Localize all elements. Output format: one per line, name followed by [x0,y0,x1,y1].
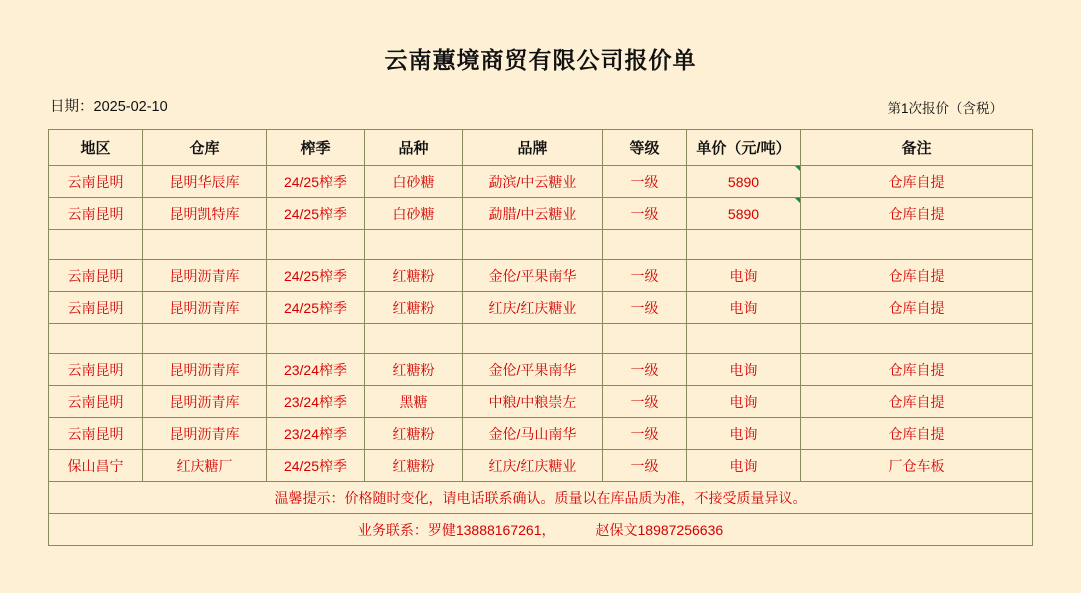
cell-price: 电询 [687,418,801,450]
cell-remark: 仓库自提 [801,292,1033,324]
cell-variety: 白砂糖 [365,198,463,230]
cell-brand: 中粮/中粮崇左 [463,386,603,418]
cell-grade: 一级 [603,450,687,482]
cell-warehouse: 昆明沥青库 [143,260,267,292]
cell-brand [463,230,603,260]
cell-variety: 白砂糖 [365,166,463,198]
quotation-table [48,129,1033,546]
notice-row [49,482,1033,514]
cell-grade: 一级 [603,166,687,198]
cell-grade: 一级 [603,418,687,450]
cell-variety: 红糖粉 [365,292,463,324]
column-header-warehouse: 仓库 [143,130,267,166]
cell-brand: 勐腊/中云糖业 [463,198,603,230]
table-row [49,386,1033,418]
cell-remark [801,324,1033,354]
column-header-season: 榨季 [267,130,365,166]
cell-region: 云南昆明 [49,354,143,386]
cell-brand: 金伦/马山南华 [463,418,603,450]
table-row [49,260,1033,292]
cell-price: 5890 [687,198,801,230]
column-header-variety: 品种 [365,130,463,166]
cell-warehouse: 昆明沥青库 [143,354,267,386]
cell-warehouse: 昆明沥青库 [143,292,267,324]
cell-price: 电询 [687,292,801,324]
cell-season: 23/24榨季 [267,418,365,450]
cell-warehouse: 昆明沥青库 [143,418,267,450]
table-row [49,166,1033,198]
table-row [49,198,1033,230]
cell-region: 云南昆明 [49,386,143,418]
table-body [49,166,1033,482]
cell-warehouse: 昆明华辰库 [143,166,267,198]
cell-season [267,324,365,354]
cell-region: 云南昆明 [49,292,143,324]
contact-cell [49,514,1033,546]
table-row [49,292,1033,324]
cell-region: 保山昌宁 [49,450,143,482]
meta-row [0,95,1081,117]
cell-price: 电询 [687,386,801,418]
cell-season: 23/24榨季 [267,386,365,418]
cell-remark: 仓库自提 [801,260,1033,292]
table-row-spacer [49,230,1033,260]
cell-remark: 仓库自提 [801,386,1033,418]
column-header-region: 地区 [49,130,143,166]
cell-region: 云南昆明 [49,198,143,230]
cell-brand: 红庆/红庆糖业 [463,450,603,482]
cell-grade: 一级 [603,292,687,324]
cell-variety: 红糖粉 [365,260,463,292]
cell-region: 云南昆明 [49,166,143,198]
cell-variety: 红糖粉 [365,450,463,482]
cell-remark: 仓库自提 [801,198,1033,230]
table-row-spacer [49,324,1033,354]
cell-grade [603,230,687,260]
cell-remark [801,230,1033,260]
cell-price: 电询 [687,354,801,386]
cell-remark: 仓库自提 [801,418,1033,450]
cell-season: 24/25榨季 [267,292,365,324]
column-header-grade: 等级 [603,130,687,166]
column-header-remark: 备注 [801,130,1033,166]
cell-price: 电询 [687,450,801,482]
cell-region [49,324,143,354]
cell-season: 24/25榨季 [267,166,365,198]
column-header-brand: 品牌 [463,130,603,166]
table-row [49,450,1033,482]
cell-warehouse [143,324,267,354]
cell-brand: 红庆/红庆糖业 [463,292,603,324]
cell-variety: 红糖粉 [365,418,463,450]
cell-variety [365,230,463,260]
cell-variety: 红糖粉 [365,354,463,386]
contact-label: 业务联系： [357,521,428,538]
table-header [49,130,1033,166]
date-label: 日期：2025-02-10 [50,99,168,115]
table-header-row [49,130,1033,166]
cell-warehouse: 昆明凯特库 [143,198,267,230]
contact-person-1: 罗健13888167261， [427,521,556,538]
cell-region: 云南昆明 [49,418,143,450]
cell-grade: 一级 [603,354,687,386]
contact-row [49,514,1033,546]
cell-brand: 勐滨/中云糖业 [463,166,603,198]
cell-season: 23/24榨季 [267,354,365,386]
cell-season: 24/25榨季 [267,198,365,230]
cell-grade [603,324,687,354]
table-row [49,418,1033,450]
cell-remark: 仓库自提 [801,166,1033,198]
cell-grade: 一级 [603,386,687,418]
cell-grade: 一级 [603,198,687,230]
cell-price: 5890 [687,166,801,198]
cell-remark: 仓库自提 [801,354,1033,386]
cell-price: 电询 [687,260,801,292]
contact-person-2: 赵保文18987256636 [595,521,724,538]
table-row [49,354,1033,386]
cell-brand [463,324,603,354]
cell-season: 24/25榨季 [267,260,365,292]
cell-brand: 金伦/平果南华 [463,354,603,386]
cell-grade: 一级 [603,260,687,292]
cell-brand: 金伦/平果南华 [463,260,603,292]
notice-text: 温馨提示：价格随时变化，请电话联系确认。质量以在库品质为准，不接受质量异议。 [49,482,1033,514]
cell-warehouse [143,230,267,260]
cell-region [49,230,143,260]
cell-warehouse: 红庆糖厂 [143,450,267,482]
cell-season: 24/25榨季 [267,450,365,482]
quote-times-label: 第1次报价（含税） [887,101,1003,116]
cell-variety: 黑糖 [365,386,463,418]
cell-variety [365,324,463,354]
cell-season [267,230,365,260]
cell-price [687,230,801,260]
cell-price [687,324,801,354]
cell-warehouse: 昆明沥青库 [143,386,267,418]
column-header-price: 单价（元/吨） [687,130,801,166]
cell-region: 云南昆明 [49,260,143,292]
page-title: 云南蕙境商贸有限公司报价单 [384,47,697,73]
table-footer [49,482,1033,546]
cell-remark: 厂仓车板 [801,450,1033,482]
